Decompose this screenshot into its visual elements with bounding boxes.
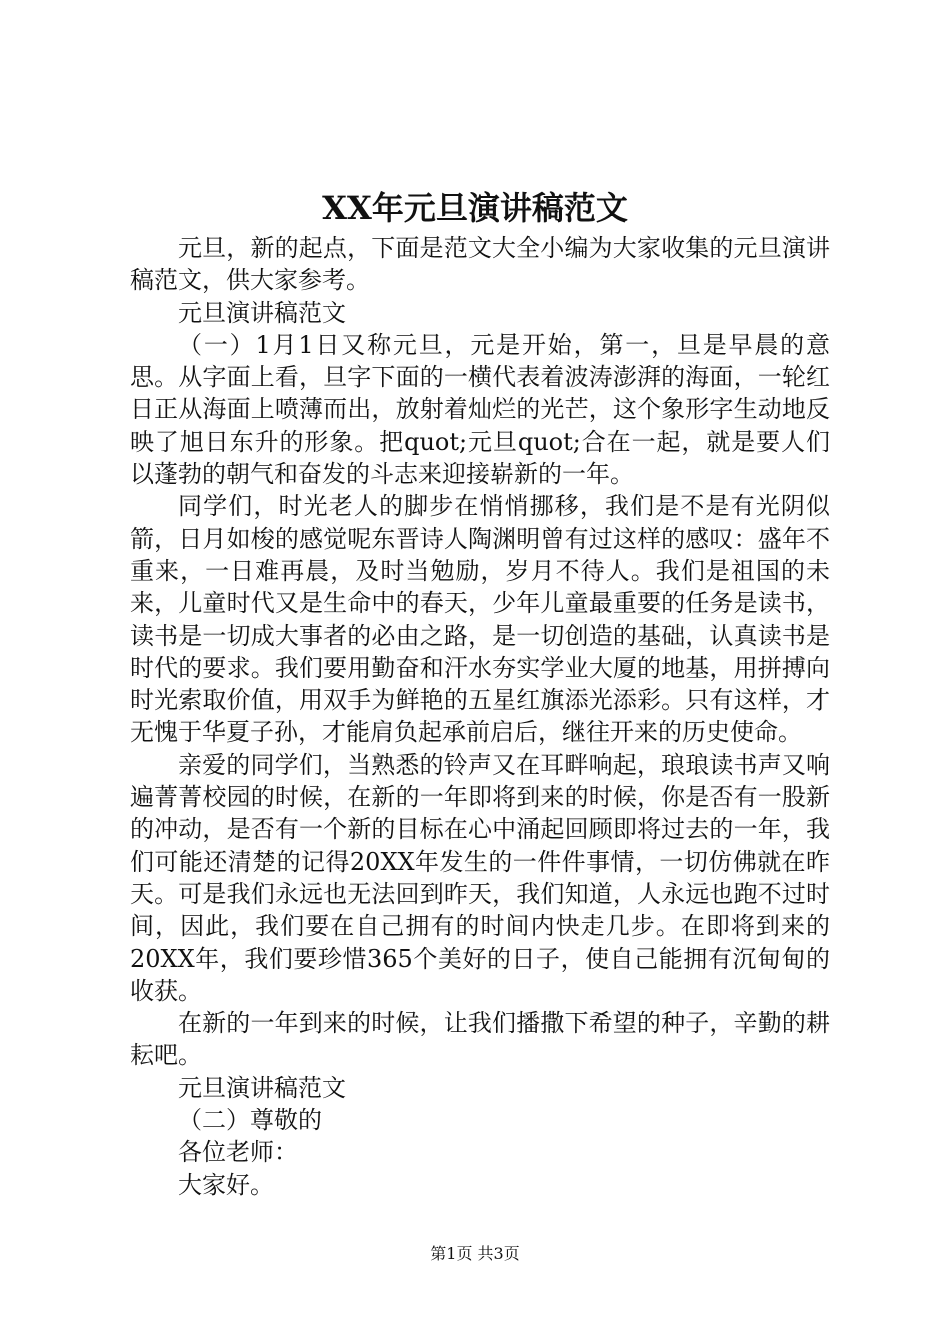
paragraph-heading-1: 元旦演讲稿范文 [178,298,346,327]
document-body [130,232,830,1201]
paragraph-new-year: 亲爱的同学们，当熟悉的铃声又在耳畔响起，琅琅读书声又响遍菁菁校园的时候，在新的一年即将到来的时候，你是否有一股新的冲动，是否有一个新的目标在心中涌起回顾即将过去的一年，我们可能还清楚的记得20XX年发生的一件件事情，一切仿佛就在昨天。可是我们永远也无法回到昨天，我们知道，人永远也跑不过时间，因此，我们要在自己拥有的时间内快走几步。在即将到来的20XX年，我们要珍惜365个美好的日子，使自己能拥有沉甸甸的收获。 [130,750,830,1005]
paragraph-time: 同学们，时光老人的脚步在悄悄挪移，我们是不是有光阴似箭，日月如梭的感觉呢东晋诗人陶渊明曾有过这样的感叹：盛年不重来，一日难再晨，及时当勉励，岁月不待人。我们是祖国的未来，儿童时代又是生命中的春天，少年儿童最重要的任务是读书，读书是一切成大事者的必由之路，是一切创造的基础，认真读书是时代的要求。我们要用勤奋和汗水夯实学业大厦的地基，用拼搏向时光索取价值，用双手为鲜艳的五星红旗添光添彩。只有这样，才无愧于华夏子孙，才能肩负起承前启后，继往开来的历史使命。 [130,492,830,747]
paragraph-meaning: （一）1月1日又称元旦，元是开始，第一，旦是早晨的意思。从字面上看，旦字下面的一横代表着波涛澎湃的海面，一轮红日正从海面上喷薄而出，放射着灿烂的光芒，这个象形字生动地反映了旭日东升的形象。把quot;元旦quot;合在一起，就是要人们以蓬勃的朝气和奋发的斗志来迎接崭新的一年。 [130,330,830,489]
paragraph-greeting-3: 大家好。 [178,1170,274,1199]
document-title: XX年元旦演讲稿范文 [322,189,628,227]
paragraph-greeting-2: 各位老师： [178,1138,298,1167]
page-footer: 第1页 共3页 [430,1244,520,1263]
paragraph-greeting-1: （二）尊敬的 [178,1106,322,1135]
paragraph-heading-2: 元旦演讲稿范文 [178,1073,346,1102]
paragraph-seed: 在新的一年到来的时候，让我们播撒下希望的种子，辛勤的耕耘吧。 [130,1009,830,1070]
paragraph-intro: 元旦，新的起点，下面是范文大全小编为大家收集的元旦演讲稿范文，供大家参考。 [130,234,830,295]
